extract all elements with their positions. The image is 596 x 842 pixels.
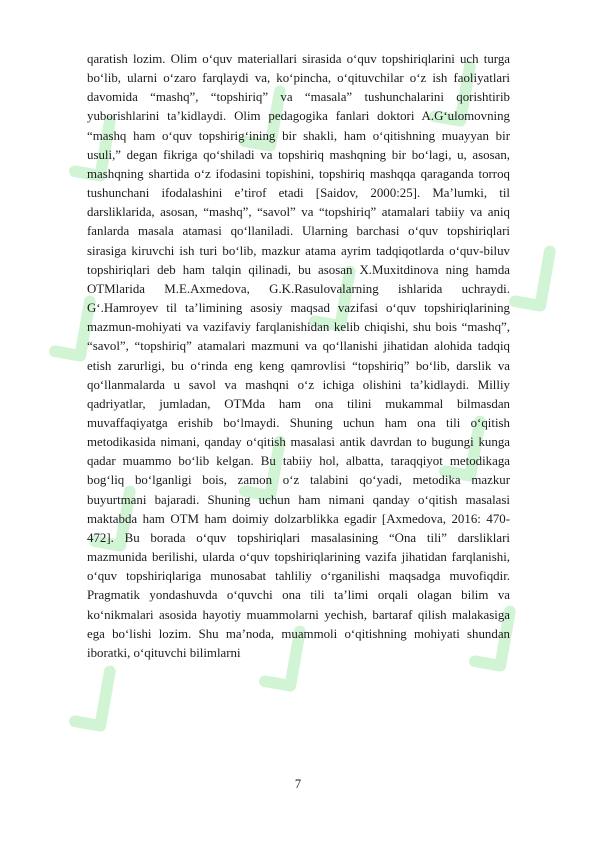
paragraph: qaratish lozim. Olim o‘quv materiallari sirasida o‘quv topshiriqlarini uch turga bo‘lib, ularni o‘zaro farqlaydi va, ko‘pincha, o‘qituvchilar o‘z ish faoliyatlari davomida “mashq”, “topshiriq” va “masala” tushunchalarini qorishtirib yuborishlarini ta’kidlaydi. Olim pedagogika fanlari doktori A.G‘ulomovning “mashq ham o‘quv topshirig‘ining bir shakli, ham o‘qitishning muayyan bir usuli,” degan fikriga qo‘shiladi va topshiriq mashqning bir bo‘lagi, u, asosan, mashqning shartida o‘z ifodasini topishini, topshiriq mashqqa qaraganda torroq tushunchani ifodalashini e’tirof etadi [Saidov, 2000:25]. Ma’lumki, til darsliklarida, asosan, “mashq”, “savol” va “topshiriq” atamalari tabiiy va aniq fanlarda masala atamasi qo‘llaniladi. Ularning barchasi o‘quv topshiriqlari sirasiga kiruvchi ish turi bo‘lib, mazkur atama ayrim tadqiqotlarda o‘quv-biluv topshiriqlari deb ham talqin qilinadi, bu asosan X.Muxitdinova ning hamda OTMlarida M.E.Axmedova, G.K.Rasulovalarning ishlarida uchraydi. G‘.Hamroyev til ta’limining asosiy maqsad vazifasi o‘quv topshiriqlarining mazmun-mohiyati va vazifaviy farqlanishidan kelib chiqishi, shu bois “mashq”, “savol”, “topshiriq” atamalari mazmuni va qo‘llanishi jihatidan alohida tadqiq etish zarurligi, bu o‘rinda eng keng qamrovlisi “topshiriq” bo‘lib, darslik va qo‘llanmalarda u savol va mashqni o‘z ichiga olishini ta’kidlaydi. Milliy qadriyatlar, jumladan, OTMda ham ona tilini mukammal bilmasdan muvaffaqiyatga erishib bo‘lmaydi. Shuning uchun ham ona tili o‘qitish metodikasida nimani, qanday o‘qitish masalasi antik davrdan to bugungi kunga qadar muammo bo‘lib kelgan. Bu tabiiy hol, albatta, taraqqiyot metodikaga bog‘liq bo‘lganligi bois, zamon o‘z talabini qo‘yadi, metodika mazkur buyurtmani bajaradi. Shuning uchun ham nimani qanday o‘qitish masalasi maktabda ham OTM ham doimiy dolzarblikka egadir [Axmedova, 2016: 470-472]. Bu borada o‘quv topshiriqlari masalasining “Ona tili” darsliklari mazmunida berilishi, ularda o‘quv topshiriqlarining vazifa jihatidan farqlanishi, o‘quv topshiriqlariga munosabat tahliliy o‘rganilishi maqsadga muvofiqdir. Pragmatik yondashuvda o‘quvchi ona tili ta’limi orqali olagan bilim va ko‘nikmalari asosida hayotiy muammolarni yechish, bartaraf qilish malakasiga ega bo‘lishi lozim. Shu ma’noda, muammoli o‘qitishning mohiyati shundan iboratki, o‘qituvchi bilimlarni: [87, 52, 510, 660]
watermark-check-icon: [503, 251, 572, 316]
watermark-check-icon: [63, 671, 132, 736]
body-text: [87, 50, 510, 663]
page-number: 7: [294, 777, 302, 791]
